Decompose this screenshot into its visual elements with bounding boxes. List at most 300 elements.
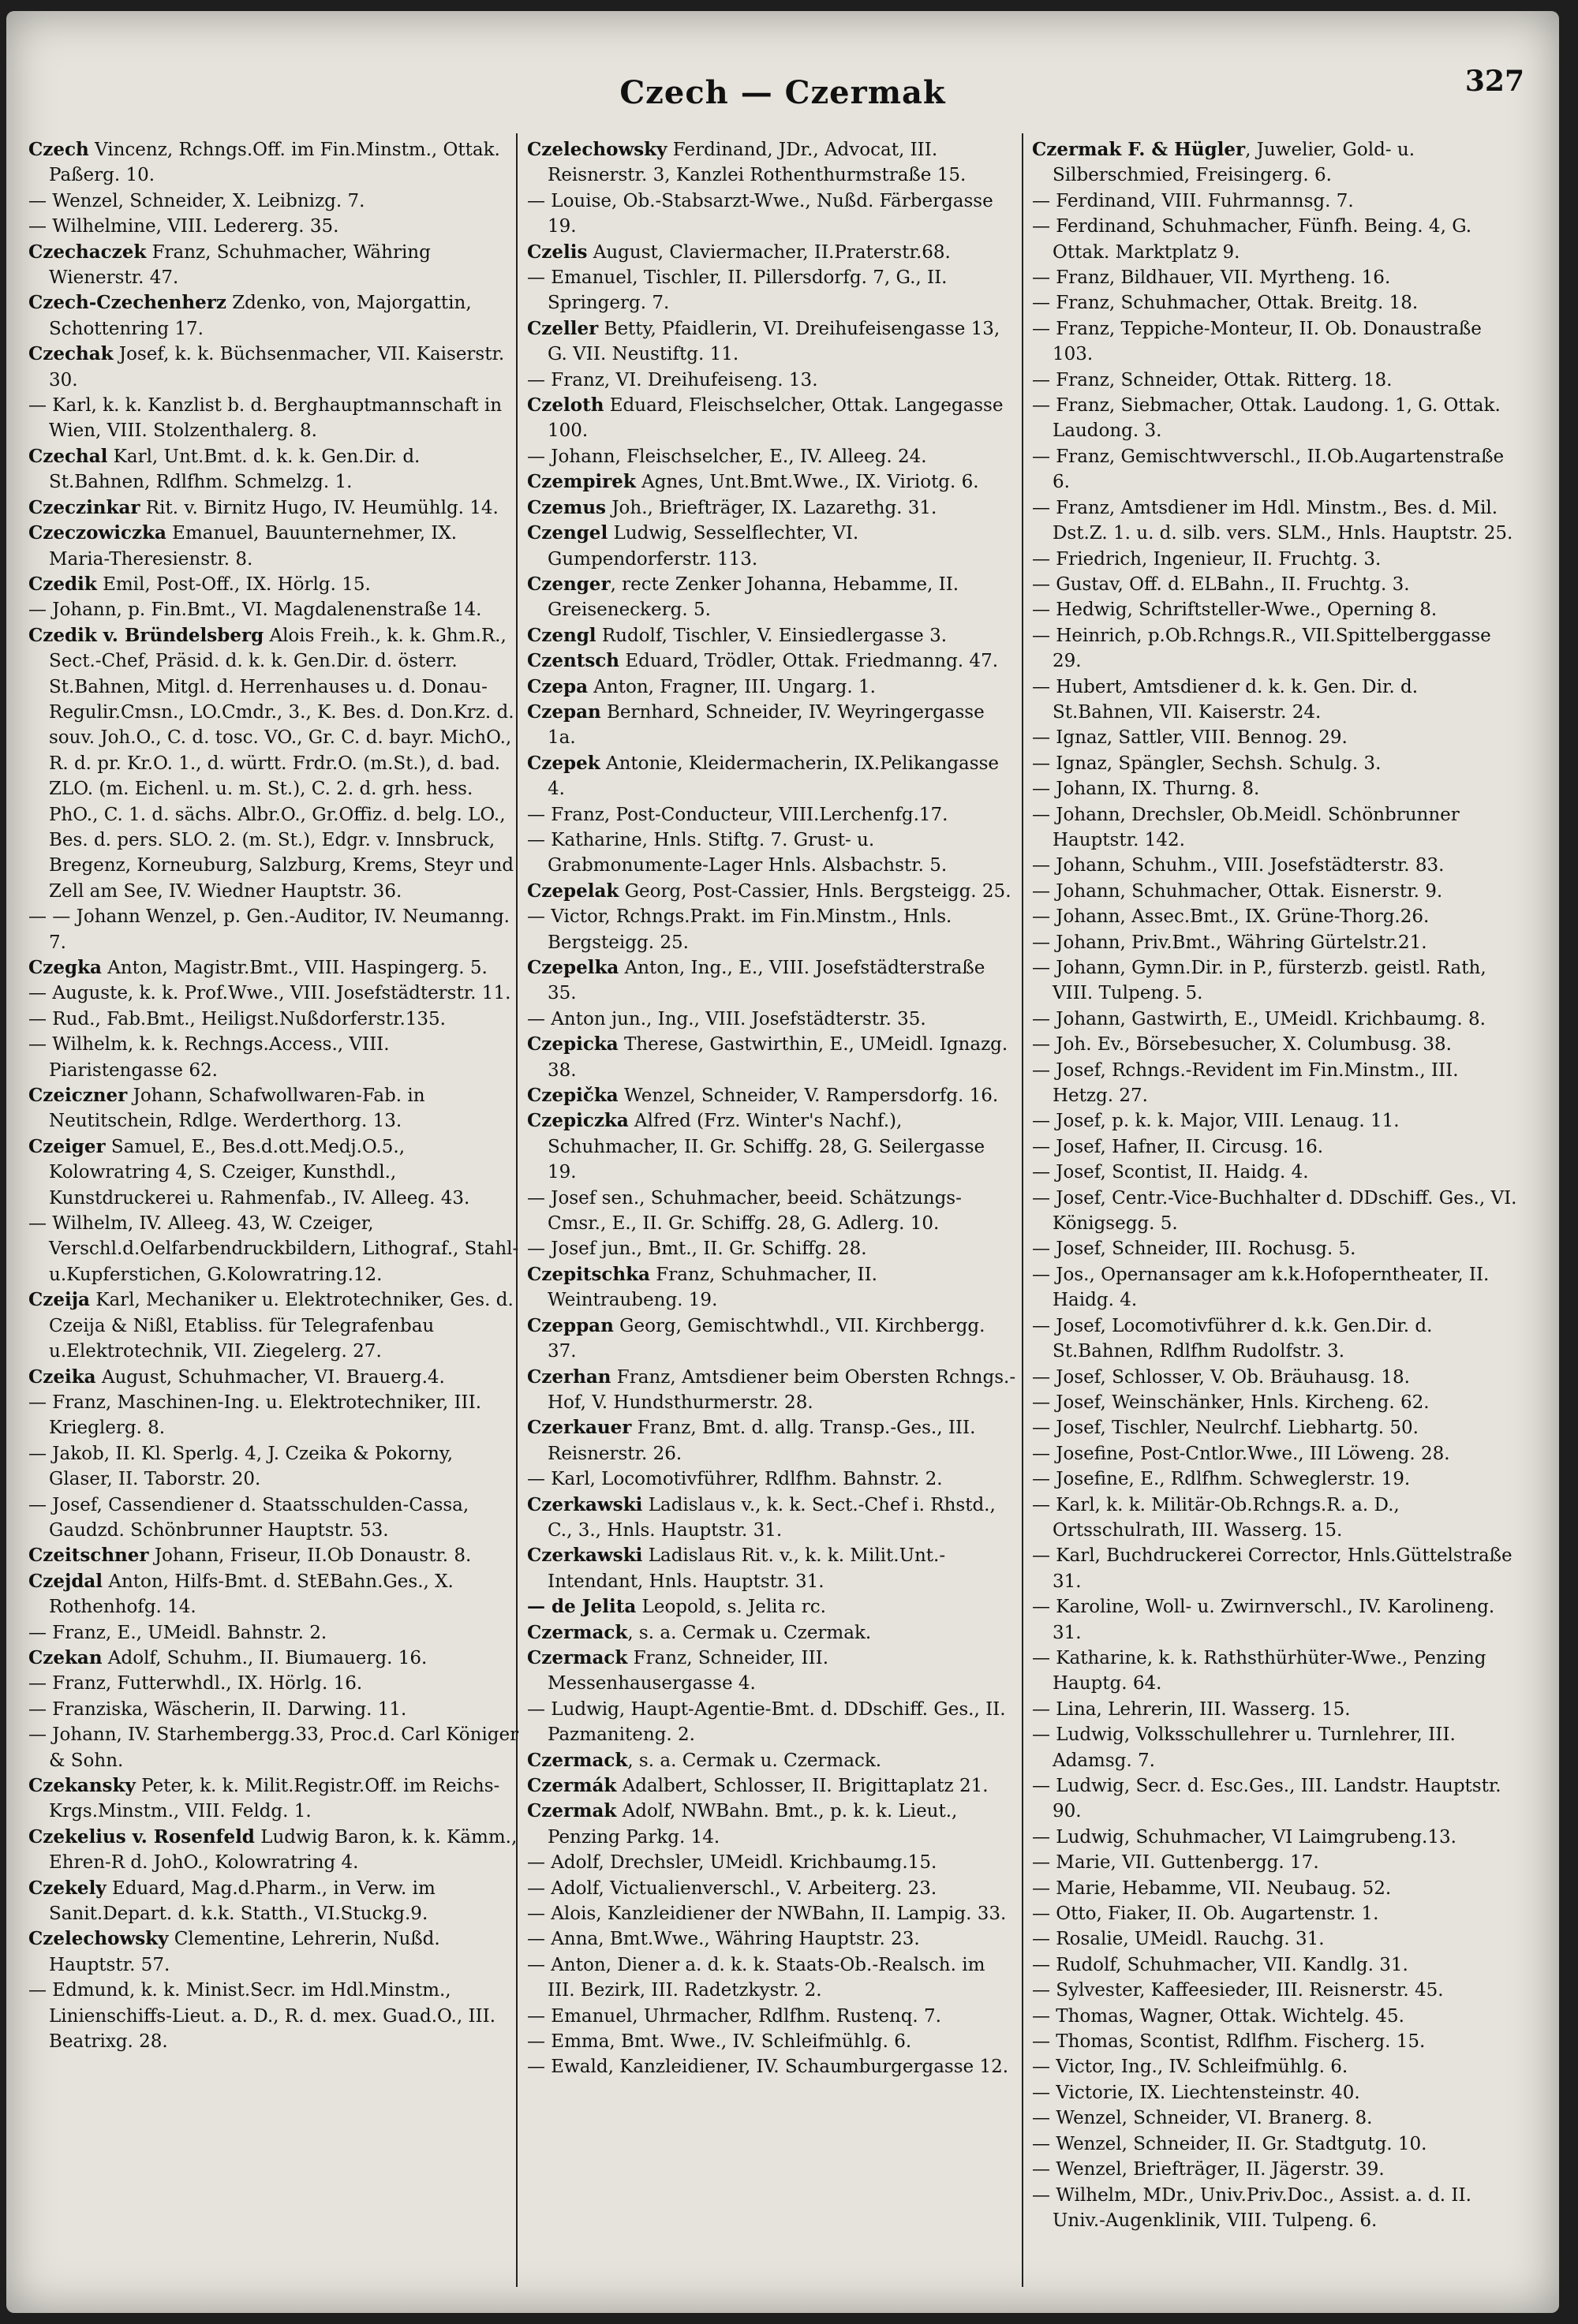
running-title: Czech — Czermak (619, 74, 946, 111)
entry-details: , s. a. Cermak u. Czermak. (627, 1622, 872, 1643)
entry-details: — Karl, Locomotivführer, Rdlfhm. Bahnstr. 2. (527, 1469, 943, 1490)
entry-surname: Czepička (527, 1085, 619, 1107)
entry-details: — Thomas, Scontist, Rdlfhm. Fischerg. 15. (1032, 2031, 1426, 2053)
entry-surname: Czeitschner (28, 1545, 149, 1567)
entry-details: — Katharine, k. k. Rathsthürhüter-Wwe., Penzing Hauptg. 64. (1032, 1647, 1486, 1694)
entry-details: Wenzel, Schneider, V. Rampersdorfg. 16. (618, 1085, 999, 1107)
directory-entry (527, 1186, 1018, 1237)
entry-details: — Rosalie, UMeidl. Rauchg. 31. (1032, 1929, 1325, 1950)
entry-details: Betty, Pfaidlerin, VI. Dreihufeisengasse 13, G. VII. Neustiftg. 11. (548, 318, 1000, 365)
entry-surname: Czempirek (527, 471, 636, 493)
directory-entry (527, 1876, 1018, 1901)
entry-details: — Ludwig, Haupt-Agentie-Bmt. d. DDschiff. Ges., II. Pazmaniteng. 2. (527, 1698, 1006, 1746)
entry-surname: Czeika (28, 1366, 96, 1388)
directory-entry (527, 1543, 1018, 1594)
directory-entry (1032, 1032, 1523, 1057)
entry-details: — Josef sen., Schuhmacher, beeid. Schätzungs-Cmsr., E., II. Gr. Schiffg. 28, G. Adlerg. 10. (527, 1187, 962, 1235)
directory-entry (1032, 214, 1523, 265)
directory-entry (527, 1594, 1018, 1620)
entry-details: Rit. v. Birnitz Hugo, IV. Heumühlg. 14. (140, 497, 499, 518)
entry-details: — Louise, Ob.-Stabsarzt-Wwe., Nußd. Färbergasse 19. (527, 190, 993, 237)
entry-details: — Alois, Kanzleidiener der NWBahn, II. Lampig. 33. (527, 1904, 1007, 1925)
entry-details: — Josef, Hafner, II. Circusg. 16. (1032, 1136, 1324, 1157)
entry-details: — Anton, Diener a. d. k. k. Staats-Ob.-Realsch. im III. Bezirk, III. Radetzkystr. 2. (527, 1954, 985, 2001)
directory-entry (1032, 776, 1523, 801)
entry-surname: Czeczinkar (28, 496, 140, 518)
directory-entry (1032, 623, 1523, 674)
entry-details: — Johann, Drechsler, Ob.Meidl. Schönbrunner Hauptstr. 142. (1032, 804, 1460, 850)
entry-details: Franz, Schneider, III. Messenhausergasse 4. (548, 1647, 829, 1694)
entry-surname: — de Jelita (527, 1596, 637, 1618)
entry-details: — Rudolf, Schuhmacher, VII. Kandlg. 31. (1032, 1954, 1408, 1975)
directory-entry (1032, 547, 1523, 572)
entry-details: — Hubert, Amtsdiener d. k. k. Gen. Dir. d. St.Bahnen, VII. Kaiserstr. 24. (1032, 676, 1419, 723)
entry-details: August, Claviermacher, II.Praterstr.68. (587, 241, 951, 263)
entry-details: — — Johann Wenzel, p. Gen.-Auditor, IV. Neumanng. 7. (28, 906, 510, 953)
entry-details: — Ferdinand, VIII. Fuhrmannsg. 7. (1032, 190, 1354, 211)
directory-entry (28, 597, 519, 622)
directory-entry (28, 1722, 519, 1773)
entry-details: — Victor, Rchngs.Prakt. im Fin.Minstm., Hnls. Bergsteigg. 25. (527, 906, 952, 953)
entry-details: Karl, Unt.Bmt. d. k. k. Gen.Dir. d. St.Bahnen, Rdlfhm. Schmelzg. 1. (49, 446, 421, 493)
entry-details: — Johann, Fleischselcher, E., IV. Alleeg. 24. (527, 446, 927, 467)
directory-entry (527, 828, 1018, 879)
directory-entry (1032, 1876, 1523, 1901)
directory-entry (527, 700, 1018, 751)
directory-entry (1032, 2183, 1523, 2234)
entry-details: — Franz, Bildhauer, VII. Myrtheng. 16. (1032, 267, 1391, 289)
directory-entry (527, 1850, 1018, 1875)
entry-details: — Anton jun., Ing., VIII. Josefstädterstr. 35. (527, 1008, 926, 1029)
entry-details: Zdenko, von, Majorgattin, Schottenring 17. (49, 293, 472, 339)
directory-entry (1032, 1926, 1523, 1952)
directory-entry (527, 802, 1018, 828)
directory-entry (1032, 265, 1523, 290)
directory-entry (28, 1493, 519, 1544)
entry-details: Adolf, Schuhm., II. Biumauerg. 16. (102, 1647, 428, 1668)
entry-details: — Johann, Priv.Bmt., Währing Gürtelstr.21. (1032, 932, 1427, 953)
directory-entry (1032, 1722, 1523, 1773)
entry-surname: Czelis (527, 241, 588, 263)
directory-entry (28, 1697, 519, 1722)
entry-details: — Thomas, Wagner, Ottak. Wichtelg. 45. (1032, 2005, 1404, 2027)
entry-details: — Auguste, k. k. Prof.Wwe., VIII. Josefstädterstr. 11. (28, 983, 511, 1004)
entry-details: — Ludwig, Secr. d. Esc.Ges., III. Landstr. Hauptstr. 90. (1032, 1776, 1501, 1822)
entry-details: — Johann, IX. Thurng. 8. (1032, 779, 1260, 800)
entry-details: — Josef, Schlosser, V. Ob. Bräuhausg. 18. (1032, 1366, 1410, 1388)
directory-entry (527, 623, 1018, 648)
entry-surname: Czechak (28, 343, 114, 365)
entry-details: Eduard, Trödler, Ottak. Friedmanng. 47. (619, 651, 999, 672)
entry-details: — Wilhelm, IV. Alleeg. 43, W. Czeiger, Verschl.d.Oelfarbendruckbildern, Lithograf., Stahl-u.Kupferstichen, G.Kolowratring.12. (28, 1213, 519, 1285)
entry-surname: Czekely (28, 1877, 107, 1899)
directory-entry (527, 1493, 1018, 1544)
directory-entry (527, 2029, 1018, 2054)
directory-entry (1032, 1415, 1523, 1440)
entry-details: — Jakob, II. Kl. Sperlg. 4, J. Czeika & Pokorny, Glaser, II. Taborstr. 20. (28, 1443, 454, 1490)
entry-details: Franz, Bmt. d. allg. Transp.-Ges., III. Reisnerstr. 26. (548, 1418, 976, 1464)
entry-details: Georg, Post-Cassier, Hnls. Bergsteigg. 25. (619, 880, 1011, 902)
entry-details: Emil, Post-Off., IX. Hörlg. 15. (96, 574, 371, 595)
entry-details: — Franz, Schneider, Ottak. Ritterg. 18. (1032, 369, 1393, 390)
directory-entry (1032, 444, 1523, 495)
directory-entry (1032, 1390, 1523, 1415)
directory-entry (28, 1926, 519, 1978)
entry-surname: Czelechowsky (28, 1928, 169, 1950)
directory-entry (527, 1108, 1018, 1185)
entry-details: Ladislaus v., k. k. Sect.-Chef i. Rhstd., C., 3., Hnls. Hauptstr. 31. (548, 1494, 996, 1541)
entry-details: — Anna, Bmt.Wwe., Währing Hauptstr. 23. (527, 1929, 920, 1950)
entry-details: Alois Freih., k. k. Ghm.R., Sect.-Chef, Präsid. d. k. k. Gen.Dir. d. österr. St.Bahnen, Mitgl. d. Herrenhauses u. d. Donau-Regulir.Cmsn., LO.Cmdr., 3., K. Bes. d. Don.Krz. d. souv. Joh.O., C. d. tosc. VO., Gr. C. d. bayr. MichO., R. d. pr. Kr.O. 1., d. württ. Frdr.O. (m.St.), d. bad. ZLO. (m. Eichenl. u. m. St.), C. 2. d. grh. hess. PhO., C. 1. d. sächs. Albr.O., Gr.Offiz. d. belg. LO., Bes. d. pers. SLO. 2. (m. St.), Edgr. v. Innsbruck, Bregenz, Korneuburg, Salzburg, Krems, Steyr und Zell am See, IV. Wiedner Hauptstr. 36. (49, 625, 514, 902)
entry-details: — Emma, Bmt. Wwe., IV. Schleifmühlg. 6. (527, 2031, 912, 2053)
entry-surname: Czemus (527, 496, 607, 518)
entry-details: Bernhard, Schneider, IV. Weyringergasse 1a. (548, 701, 985, 749)
directory-entry (1032, 1493, 1523, 1544)
directory-entry (1032, 1058, 1523, 1109)
directory-entry (1032, 674, 1523, 726)
entry-surname: Czelechowsky (527, 139, 667, 160)
directory-entry (1032, 1646, 1523, 1697)
entry-details: — Josefine, Post-Cntlor.Wwe., III Löweng. 28. (1032, 1443, 1450, 1464)
directory-entry (1032, 1236, 1523, 1261)
directory-entry (1032, 751, 1523, 776)
entry-details: — Wenzel, Schneider, II. Gr. Stadtgutg. 10. (1032, 2133, 1427, 2154)
directory-entry (1032, 930, 1523, 955)
directory-entry (1032, 1160, 1523, 1185)
directory-entry (527, 521, 1018, 572)
directory-entry (527, 1952, 1018, 2004)
directory-entry (1032, 1007, 1523, 1032)
entry-details: — Hedwig, Schriftsteller-Wwe., Operning 8. (1032, 600, 1438, 621)
directory-entry (1032, 597, 1523, 622)
entry-details: — Ignaz, Spängler, Sechsh. Schulg. 3. (1032, 753, 1382, 774)
entry-details: — Franz, Futterwhdl., IX. Hörlg. 16. (28, 1673, 363, 1694)
entry-surname: Czeppan (527, 1314, 614, 1336)
directory-entry (1032, 904, 1523, 929)
directory-column-2 (527, 137, 1018, 2267)
directory-entry (527, 316, 1018, 368)
directory-entry (527, 444, 1018, 469)
directory-entry (28, 342, 519, 393)
entry-details: Vincenz, Rchngs.Off. im Fin.Minstm., Ottak. Paßerg. 10. (49, 140, 500, 186)
entry-details: — Franziska, Wäscherin, II. Darwing. 11. (28, 1698, 407, 1720)
directory-entry (527, 137, 1018, 189)
directory-entry (28, 1390, 519, 1441)
entry-details: — Franz, Post-Conducteur, VIII.Lerchenfg.17. (527, 804, 948, 825)
entry-details: — Franz, VI. Dreihufeiseng. 13. (527, 369, 818, 390)
directory-entry (527, 393, 1018, 444)
entry-details: Clementine, Lehrerin, Nußd. Hauptstr. 57. (49, 1929, 440, 1975)
entry-surname: Czepelka (527, 957, 619, 978)
entry-details: — Franz, Gemischtwverschl., II.Ob.Augartenstraße 6. (1032, 446, 1505, 493)
directory-entry (527, 1901, 1018, 1926)
entry-details: Peter, k. k. Milit.Registr.Off. im Reichs-Krgs.Minstm., VIII. Feldg. 1. (49, 1776, 500, 1822)
directory-entry (527, 1697, 1018, 1748)
entry-details: — Marie, Hebamme, VII. Neubaug. 52. (1032, 1878, 1392, 1899)
entry-details: — Wenzel, Schneider, X. Leibnizg. 7. (28, 190, 365, 211)
directory-entry (527, 648, 1018, 674)
directory-entry (1032, 879, 1523, 904)
entry-details: — Jos., Opernansager am k.k.Hofoperntheater, II. Haidg. 4. (1032, 1264, 1490, 1311)
directory-entry (28, 1876, 519, 1927)
directory-entry (1032, 2029, 1523, 2054)
directory-column-1 (28, 137, 519, 2267)
directory-entry (1032, 1262, 1523, 1313)
entry-surname: Czerkauer (527, 1417, 632, 1439)
directory-entry (1032, 1108, 1523, 1134)
directory-entry (28, 981, 519, 1006)
entry-details: — Ludwig, Volksschullehrer u. Turnlehrer, III. Adamsg. 7. (1032, 1724, 1456, 1771)
directory-entry (1032, 725, 1523, 750)
directory-entry (28, 495, 519, 521)
entry-surname: Czejdal (28, 1570, 103, 1592)
entry-details: — Adolf, Victualienverschl., V. Arbeiterg. 23. (527, 1878, 937, 1899)
entry-details: , Juwelier, Gold- u. Silberschmied, Freisingerg. 6. (1053, 140, 1415, 186)
directory-entry (527, 1236, 1018, 1261)
entry-surname: Czermak F. & Hügler (1032, 139, 1246, 160)
entry-details: — Katharine, Hnls. Stiftg. 7. Grust- u. Grabmonumente-Lager Hnls. Alsbachstr. 5. (527, 829, 948, 876)
directory-entry (1032, 853, 1523, 878)
entry-details: — Josef, Rchngs.-Revident im Fin.Minstm., III. Hetzg. 27. (1032, 1059, 1459, 1107)
entry-details: — Josef, p. k. k. Major, VIII. Lenaug. 11. (1032, 1111, 1400, 1132)
entry-details: Antonie, Kleidermacherin, IX.Pelikangasse 4. (548, 753, 999, 800)
entry-surname: Czepicka (527, 1033, 619, 1056)
directory-entry (527, 1620, 1018, 1646)
entry-surname: Czenger (527, 573, 611, 595)
entry-details: Samuel, E., Bes.d.ott.Medj.O.5., Kolowratring 4, S. Czeiger, Kunsthdl., Kunstdruckerei u. Rahmenfab., IV. Alleeg. 43. (49, 1136, 470, 1209)
entry-details: — Gustav, Off. d. ELBahn., II. Fruchtg. 3. (1032, 574, 1410, 595)
entry-surname: Czekan (28, 1646, 103, 1668)
entry-details: Anton, Ing., E., VIII. Josefstädterstraße 35. (548, 958, 985, 1004)
entry-details: — Adolf, Drechsler, UMeidl. Krichbaumg.15. (527, 1852, 937, 1874)
entry-details: — Franz, Teppiche-Monteur, II. Ob. Donaustraße 103. (1032, 318, 1482, 365)
directory-entry (527, 368, 1018, 393)
directory-entry (527, 1007, 1018, 1032)
directory-entry (1032, 1978, 1523, 2003)
directory-entry (527, 469, 1018, 495)
entry-surname: Czermack (527, 1621, 628, 1643)
directory-entry (527, 879, 1018, 904)
directory-entry (1032, 572, 1523, 597)
directory-entry (28, 1287, 519, 1364)
directory-entry (1032, 1467, 1523, 1492)
directory-entry (527, 2004, 1018, 2029)
entry-details: — Josef, Locomotivführer d. k.k. Gen.Dir. d. St.Bahnen, Rdlfhm Rudolfstr. 3. (1032, 1315, 1433, 1362)
entry-details: Adolf, NWBahn. Bmt., p. k. k. Lieut., Penzing Parkg. 14. (548, 1801, 958, 1848)
entry-details: — Wilhelmine, VIII. Ledererg. 35. (28, 216, 339, 237)
entry-surname: Czedik v. Bründelsberg (28, 624, 264, 646)
directory-entry (527, 751, 1018, 802)
directory-entry (1032, 2157, 1523, 2182)
entry-details: — Josef jun., Bmt., II. Gr. Schiffg. 28. (527, 1239, 867, 1260)
entry-details: — Karl, k. k. Kanzlist b. d. Berghauptmannschaft in Wien, VIII. Stolzenthalerg. 8. (28, 395, 503, 442)
entry-details: , s. a. Cermak u. Czermack. (627, 1750, 882, 1771)
entry-details: — Johann, p. Fin.Bmt., VI. Magdalenenstraße 14. (28, 600, 482, 621)
entry-details: Franz, Schuhmacher, II. Weintraubeng. 19. (548, 1264, 877, 1311)
directory-entry (1032, 1773, 1523, 1825)
entry-details: — Johann, Assec.Bmt., IX. Grüne-Thorg.26. (1032, 906, 1430, 928)
directory-entry (1032, 1825, 1523, 1850)
entry-details: — Friedrich, Ingenieur, II. Fruchtg. 3. (1032, 548, 1382, 570)
directory-entry (28, 904, 519, 955)
directory-entry (1032, 1365, 1523, 1390)
directory-entry (28, 1671, 519, 1696)
directory-entry (1032, 1952, 1523, 1978)
entry-details: — Victorie, IX. Liechtensteinstr. 40. (1032, 2082, 1360, 2103)
entry-surname: Czedik (28, 573, 97, 595)
entry-details: — Lina, Lehrerin, III. Wasserg. 15. (1032, 1698, 1351, 1720)
entry-details: — Ferdinand, Schuhmacher, Fünfh. Being. 4, G. Ottak. Marktplatz 9. (1032, 216, 1472, 263)
directory-entry (28, 137, 519, 189)
entry-details: Eduard, Mag.d.Pharm., in Verw. im Sanit.Depart. d. k.k. Statth., VI.Stuckg.9. (49, 1878, 436, 1925)
entry-details: — Marie, VII. Guttenbergg. 17. (1032, 1852, 1319, 1874)
entry-surname: Czerkawski (527, 1545, 643, 1567)
directory-entry (28, 1134, 519, 1211)
entry-details: Anton, Hilfs-Bmt. d. StEBahn.Ges., X. Rothenhofg. 14. (49, 1571, 454, 1618)
entry-details: — Wenzel, Schneider, VI. Branerg. 8. (1032, 2108, 1373, 2129)
entry-details: — Josefine, E., Rdlfhm. Schweglerstr. 19. (1032, 1469, 1411, 1490)
directory-entry (527, 265, 1018, 316)
entry-surname: Czekansky (28, 1775, 136, 1796)
entry-details: — Heinrich, p.Ob.Rchngs.R., VII.Spittelberggasse 29. (1032, 625, 1491, 672)
entry-details: Anton, Fragner, III. Ungarg. 1. (588, 676, 876, 697)
directory-entry (28, 1032, 519, 1083)
entry-details: Eduard, Fleischselcher, Ottak. Langegasse 100. (548, 395, 1004, 442)
directory-entry (28, 1773, 519, 1825)
entry-details: Therese, Gastwirthin, E., UMeidl. Ignazg. 38. (548, 1034, 1008, 1081)
entry-details: Franz, Amtsdiener beim Obersten Rchngs.-Hof, V. Hundsthurmerstr. 28. (548, 1366, 1016, 1413)
entry-details: — Ignaz, Sattler, VIII. Bennog. 29. (1032, 727, 1348, 749)
entry-surname: Czeiger (28, 1135, 106, 1157)
entry-details: Johann, Friseur, II.Ob Donaustr. 8. (148, 1545, 472, 1567)
directory-entry (1032, 316, 1523, 368)
entry-details: — Josef, Centr.-Vice-Buchhalter d. DDschiff. Ges., VI. Königsegg. 5. (1032, 1187, 1517, 1235)
entry-details: Joh., Briefträger, IX. Lazarethg. 31. (606, 497, 937, 518)
entry-surname: Czerhan (527, 1366, 611, 1388)
page-number: 327 (1464, 65, 1524, 98)
directory-column-3 (1032, 137, 1523, 2267)
entry-details: — Ewald, Kanzleidiener, IV. Schaumburgergasse 12. (527, 2057, 1009, 2078)
entry-details: — Josef, Schneider, III. Rochusg. 5. (1032, 1239, 1356, 1260)
directory-entry (28, 214, 519, 239)
directory-entry (527, 1926, 1018, 1952)
entry-surname: Czeller (527, 317, 599, 339)
entry-details: — Josef, Scontist, II. Haidg. 4. (1032, 1162, 1309, 1183)
entry-details: , recte Zenker Johanna, Hebamme, II. Greiseneckerg. 5. (548, 574, 959, 621)
entry-details: Alfred (Frz. Winter's Nachf.), Schuhmacher, II. Gr. Schiffg. 28, G. Seilergasse 19. (548, 1111, 985, 1183)
entry-details: — Josef, Weinschänker, Hnls. Kircheng. 62. (1032, 1392, 1430, 1413)
directory-entry (1032, 1313, 1523, 1365)
directory-entry (1032, 189, 1523, 214)
directory-entry (1032, 495, 1523, 547)
entry-details: — Sylvester, Kaffeesieder, III. Reisnerstr. 45. (1032, 1980, 1444, 2001)
entry-surname: Czeiczner (28, 1085, 128, 1107)
entry-details: — Josef, Cassendiener d. Staatsschulden-Cassa, Gaudzd. Schönbrunner Hauptstr. 53. (28, 1494, 469, 1541)
directory-entry (28, 521, 519, 572)
directory-entry (527, 1748, 1018, 1773)
entry-details: Ladislaus Rit. v., k. k. Milit.Unt.-Intendant, Hnls. Hauptstr. 31. (548, 1545, 946, 1592)
entry-details: — Johann, Gastwirth, E., UMeidl. Krichbaumg. 8. (1032, 1008, 1486, 1029)
entry-details: Emanuel, Bauunternehmer, IX. Maria-Theresienstr. 8. (49, 523, 458, 570)
entry-details: Rudolf, Tischler, V. Einsiedlergasse 3. (596, 625, 948, 646)
directory-entry (28, 1978, 519, 2054)
directory-entry (28, 572, 519, 597)
directory-entry (1032, 2105, 1523, 2131)
entry-surname: Czengl (527, 624, 596, 646)
directory-entry (1032, 2132, 1523, 2157)
directory-entry (1032, 802, 1523, 854)
entry-details: — Ludwig, Schuhmacher, VI Laimgrubeng.13. (1032, 1826, 1456, 1848)
entry-surname: Czerkawski (527, 1493, 643, 1515)
entry-surname: Czermak (527, 1800, 617, 1822)
entry-details: — Johann, IV. Starhembergg.33, Proc.d. Carl Königer & Sohn. (28, 1724, 519, 1771)
entry-details: — Johann, Schuhmacher, Ottak. Eisnerstr. 9. (1032, 880, 1443, 902)
entry-surname: Czeija (28, 1289, 90, 1311)
directory-entry (1032, 2004, 1523, 2029)
directory-entry (1032, 137, 1523, 189)
directory-entry (527, 572, 1018, 623)
directory-entry (527, 1415, 1018, 1467)
directory-entry (1032, 368, 1523, 393)
entry-details: — Karl, Buchdruckerei Corrector, Hnls.Güttelstraße 31. (1032, 1545, 1513, 1592)
directory-entry (28, 1083, 519, 1134)
entry-details: — Franz, Schuhmacher, Ottak. Breitg. 18. (1032, 293, 1419, 314)
directory-entry (28, 1441, 519, 1493)
directory-entry (28, 1007, 519, 1032)
entry-surname: Czentsch (527, 650, 620, 672)
directory-entry (1032, 1850, 1523, 1875)
directory-entry (1032, 1441, 1523, 1467)
directory-entry (28, 444, 519, 495)
entry-details: — Franz, Maschinen-Ing. u. Elektrotechniker, III. Krieglerg. 8. (28, 1392, 482, 1439)
directory-entry (527, 1646, 1018, 1697)
entry-details: — Johann, Gymn.Dir. in P., fürsterzb. geistl. Rath, VIII. Tulpeng. 5. (1032, 958, 1486, 1004)
directory-entry (527, 1032, 1018, 1083)
entry-surname: Czermack (527, 1646, 628, 1668)
entry-details: — Victor, Ing., IV. Schleifmühlg. 6. (1032, 2057, 1348, 2078)
column-divider (1022, 133, 1023, 2287)
directory-entry (1032, 1543, 1523, 1594)
directory-entry (1032, 955, 1523, 1007)
entry-surname: Czechaczek (28, 241, 147, 263)
entry-details: Leopold, s. Jelita rc. (636, 1597, 826, 1618)
entry-surname: Czekelius v. Rosenfeld (28, 1825, 255, 1848)
directory-entry (1032, 1186, 1523, 1237)
entry-details: Anton, Magistr.Bmt., VIII. Haspingerg. 5. (101, 958, 488, 978)
directory-entry (527, 1262, 1018, 1313)
directory-entry (28, 393, 519, 444)
paper-sheet (6, 11, 1559, 2313)
entry-details: — Karl, k. k. Militär-Ob.Rchngs.R. a. D., Ortsschulrath, III. Wasserg. 15. (1032, 1494, 1400, 1541)
directory-entry (1032, 1697, 1523, 1722)
entry-details: — Johann, Schuhm., VIII. Josefstädterstr. 83. (1032, 855, 1445, 876)
entry-details: — Franz, Siebmacher, Ottak. Laudong. 1, G. Ottak. Laudong. 3. (1032, 395, 1501, 442)
entry-surname: Czech-Czechenherz (28, 292, 226, 314)
entry-details: — Edmund, k. k. Minist.Secr. im Hdl.Minstm., Linienschiffs-Lieut. a. D., R. d. mex. Guad.O., III. Beatrixg. 28. (28, 1980, 496, 2053)
entry-details: Karl, Mechaniker u. Elektrotechniker, Ges. d. Czeija & Nißl, Etabliss. für Telegrafenbau u.Elektrotechnik, VII. Ziegelerg. 27. (49, 1290, 514, 1362)
entry-details: — Wilhelm, MDr., Univ.Priv.Doc., Assist. a. d. II. Univ.-Augenklinik, VIII. Tulpeng. 6. (1032, 2184, 1471, 2231)
directory-entry (28, 1646, 519, 1671)
entry-details: — Otto, Fiaker, II. Ob. Augartenstr. 1. (1032, 1904, 1379, 1925)
entry-surname: Czepek (527, 752, 600, 774)
directory-entry (527, 955, 1018, 1007)
directory-entry (28, 1543, 519, 1568)
entry-details: — Franz, Amtsdiener im Hdl. Minstm., Bes. d. Mil. Dst.Z. 1. u. d. silb. vers. SLM., Hnls. Hauptstr. 25. (1032, 497, 1513, 544)
entry-details: Ferdinand, JDr., Advocat, III. Reisnerstr. 3, Kanzlei Rothenthurmstraße 15. (548, 140, 967, 186)
entry-details: — Karoline, Woll- u. Zwirnverschl., IV. Karolineng. 31. (1032, 1597, 1495, 1643)
entry-surname: Czepelak (527, 880, 619, 902)
entry-surname: Czengel (527, 522, 608, 544)
